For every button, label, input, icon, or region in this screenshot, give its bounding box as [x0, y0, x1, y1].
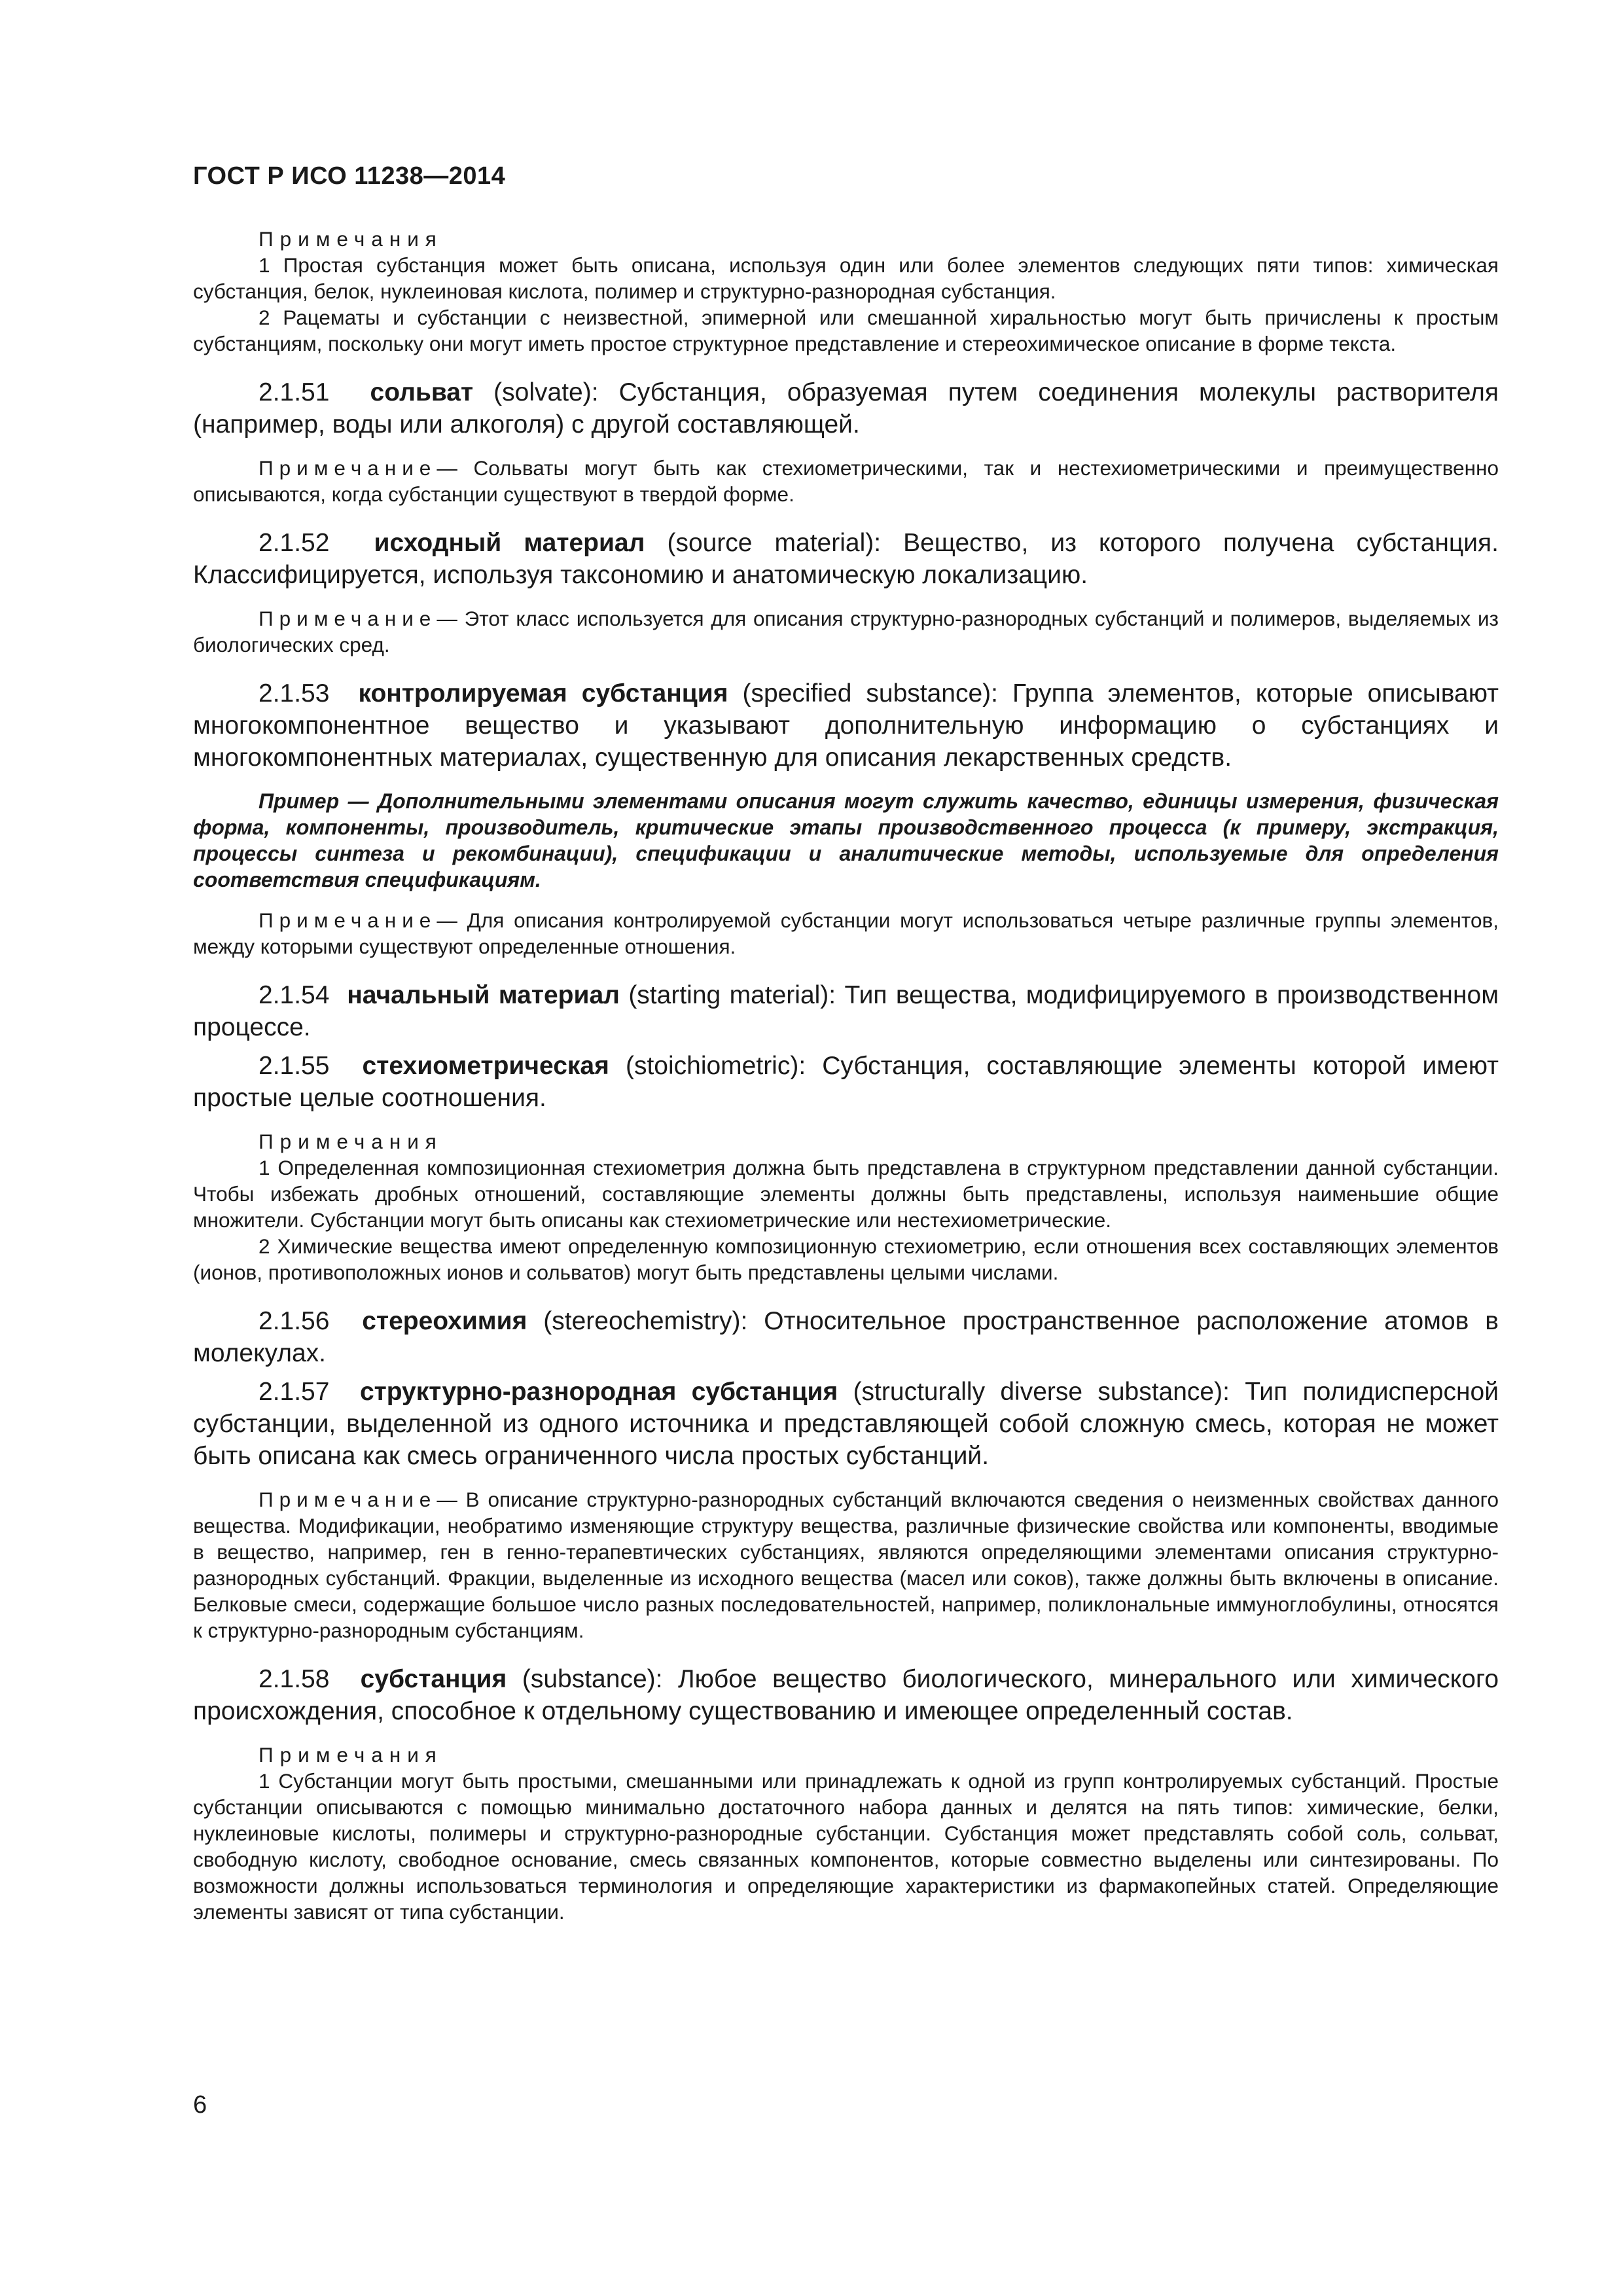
- term-entry-2-1-51: [193, 376, 1499, 440]
- note-item: 1 Простая субстанция может быть описана, используя один или более элементов следующих пяти типов: химическая субстанция, белок, нуклеиновая кислота, полимер и структурно-разнородная субстанция.: [193, 253, 1499, 303]
- term-name: сольват: [370, 378, 474, 406]
- term-number: 2.1.58: [259, 1665, 330, 1693]
- note-label: Примечание: [259, 607, 437, 630]
- term-name: стереохимия: [362, 1307, 527, 1335]
- term-note: [193, 455, 1499, 507]
- note-item: 1 Субстанции могут быть простыми, смешанными или принадлежать к одной из групп контролируемых субстанций. Простые субстанции описываются с помощью минимально достаточного набора данных и делятся на пять типов: химические, белки, нуклеиновые кислоты, полимеры и структурно-разнородные субстанции. Субстанция может представлять собой соль, сольват, свободную кислоту, свободное основание, смесь связанных компонентов, которые совместно выделены или синтезированы. По возможности должны использоваться терминология и определяющие характеристики из фармакопейных статей. Определяющие элементы зависят от типа субстанции.: [193, 1769, 1499, 1924]
- term-definition: (source material): Вещество, из которого получена субстанция. Классифицируется, используя таксономию и анатомическую локализацию.: [193, 529, 1499, 589]
- term-name: стехиометрическая: [362, 1052, 609, 1080]
- term-number: 2.1.51: [259, 378, 330, 406]
- term-number: 2.1.55: [259, 1052, 330, 1080]
- term-note: [193, 907, 1499, 960]
- document-body: [193, 226, 1499, 1925]
- term-number: 2.1.54: [259, 981, 330, 1009]
- note-item: 1 Определенная композиционная стехиометрия должна быть представлена в структурном представлении данной субстанции. Чтобы избежать дробных отношений, составляющие элементы должны быть представлены, используя наименьшие общие множители. Субстанции могут быть описаны как стехиометрические или нестехиометрические.: [193, 1156, 1499, 1232]
- note-text: — Этот класс используется для описания структурно-разнородных субстанций и полимеров, выделяемых из биологических сред.: [193, 607, 1499, 656]
- notes-heading: Примечания: [259, 1743, 443, 1767]
- document-page: [193, 0, 1499, 2296]
- term-definition: (substance): Любое вещество биологического, минерального или химического происхождения, способное к отдельному существованию и имеющее определенный состав.: [193, 1665, 1499, 1725]
- note-label: Примечание: [259, 456, 437, 480]
- term-entry-2-1-57: [193, 1376, 1499, 1472]
- term-name: субстанция: [360, 1665, 507, 1693]
- term-definition: (starting material): Тип вещества, модифицируемого в производственном процессе.: [193, 981, 1499, 1041]
- note-label: Примечание: [259, 1488, 437, 1511]
- notes-heading: Примечания: [259, 1130, 443, 1153]
- document-header: ГОСТ Р ИСО 11238—2014: [193, 162, 506, 190]
- term-definition: (solvate): Субстанция, образуемая путем соединения молекулы растворителя (например, воды или алкоголя) с другой составляющей.: [193, 378, 1499, 439]
- page-number: 6: [193, 2091, 207, 2119]
- term-entry-2-1-58: [193, 1663, 1499, 1727]
- term-definition: (specified substance): Группа элементов, которые описывают многокомпонентное вещество и указывают дополнительную информацию о субстанциях и многокомпонентных материалах, существенную для описания лекарственных средств.: [193, 679, 1499, 772]
- term-number: 2.1.57: [259, 1378, 330, 1406]
- term-number: 2.1.56: [259, 1307, 330, 1335]
- term-example: Пример — Дополнительными элементами описания могут служить качество, единицы измерения, физическая форма, компоненты, производитель, критические этапы производственного процесса (к примеру, экстракция, процессы синтеза и рекомбинации), спецификации и аналитические методы, используемые для определения соответствия спецификациям.: [193, 789, 1499, 891]
- note-item: 2 Химические вещества имеют определенную композиционную стехиометрию, если отношения всех составляющих элементов (ионов, противоположных ионов и сольватов) могут быть представлены целыми числами.: [193, 1234, 1499, 1284]
- term-name: структурно-разнородная субстанция: [359, 1378, 838, 1406]
- term-name: исходный материал: [374, 529, 645, 557]
- notes-heading: Примечания: [259, 227, 443, 251]
- term-definition: (stereochemistry): Относительное пространственное расположение атомов в молекулах.: [193, 1307, 1499, 1367]
- term-note: [193, 605, 1499, 658]
- term-entry-2-1-52: [193, 527, 1499, 591]
- term-note: [193, 1486, 1499, 1643]
- term-entry-2-1-55: [193, 1050, 1499, 1114]
- term-name: контролируемая субстанция: [358, 679, 728, 708]
- term-entry-2-1-54: [193, 979, 1499, 1043]
- term-number: 2.1.52: [259, 529, 330, 557]
- term-definition: (stoichiometric): Субстанция, составляющие элементы которой имеют простые целые соотношения.: [193, 1052, 1499, 1112]
- term-entry-2-1-53: [193, 677, 1499, 774]
- term-entry-2-1-56: [193, 1305, 1499, 1369]
- term-name: начальный материал: [347, 981, 620, 1009]
- note-item: 2 Рацематы и субстанции с неизвестной, эпимерной или смешанной хиральностью могут быть причислены к простым субстанциям, поскольку они могут иметь простое структурное представление и стереохимическое описание в форме текста.: [193, 306, 1499, 355]
- note-text: — Для описания контролируемой субстанции могут использоваться четыре различные группы элементов, между которыми существуют определенные отношения.: [193, 908, 1499, 958]
- term-definition: (structurally diverse substance): Тип полидисперсной субстанции, выделенной из одного источника и представляющей собой сложную смесь, которая не может быть описана как смесь ограниченного числа простых субстанций.: [193, 1378, 1499, 1470]
- note-text: — В описание структурно-разнородных субстанций включаются сведения о неизменных свойствах данного вещества. Модификации, необратимо изменяющие структуру вещества, различные физические свойства или компоненты, вводимые в вещество, например, ген в генно-терапевтических субстанциях, являются определяющими элементами описания структурно-разнородных субстанций. Фракции, выделенные из исходного вещества (масел или соков), также должны быть включены в описание. Белковые смеси, содержащие большое число разных последовательностей, например, поликлональные иммуноглобулины, относятся к структурно-разнородным субстанциям.: [193, 1488, 1499, 1642]
- note-text: — Сольваты могут быть как стехиометрическими, так и нестехиометрическими и преимущественно описываются, когда субстанции существуют в твердой форме.: [193, 456, 1499, 506]
- note-label: Примечание: [259, 908, 437, 932]
- term-number: 2.1.53: [259, 679, 330, 708]
